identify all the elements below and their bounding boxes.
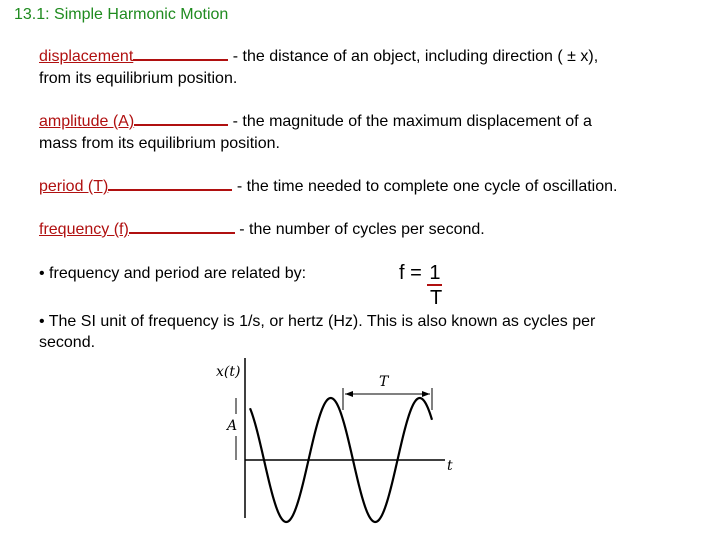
formula-denominator: T	[430, 287, 443, 309]
formula-lhs: f =	[399, 262, 422, 284]
period-arrowhead-right	[422, 391, 430, 397]
definition-text: - the time needed to complete one cycle of oscillation.	[236, 178, 618, 195]
period-label: T	[379, 374, 389, 390]
formula-numerator: 1	[429, 262, 441, 284]
definition-text: - the magnitude of the maximum displacement of a	[232, 113, 592, 130]
page-title: 13.1: Simple Harmonic Motion	[14, 6, 229, 23]
definition-text: - the distance of an object, including direction ( ± x),	[232, 48, 599, 65]
bullet-si-unit-continuation: second.	[39, 334, 96, 351]
bullet-si-unit: • The SI unit of frequency is 1/s, or hertz (Hz). This is also known as cycles per	[39, 313, 596, 330]
definition-text: - the number of cycles per second.	[239, 221, 485, 238]
x-axis-label: t	[447, 458, 453, 474]
period-arrowhead-left	[345, 391, 353, 397]
term-period: period (T)	[39, 178, 109, 195]
bullet-relation: • frequency and period are related by:	[39, 265, 307, 282]
amplitude-label: A	[227, 418, 238, 434]
definition-continuation: from its equilibrium position.	[39, 70, 238, 87]
term-frequency: frequency (f)	[39, 221, 129, 238]
y-axis-label: x(t)	[216, 364, 241, 380]
term-amplitude: amplitude (A)	[39, 113, 135, 130]
term-displacement: displacement	[39, 48, 134, 65]
definition-continuation: mass from its equilibrium position.	[39, 135, 280, 152]
